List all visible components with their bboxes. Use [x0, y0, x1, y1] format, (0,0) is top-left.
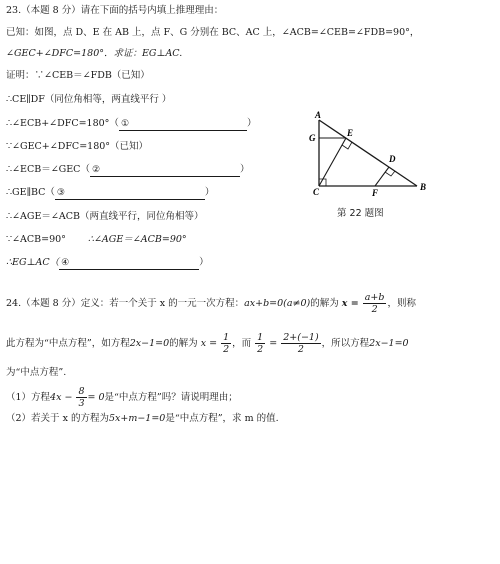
q24-line-1-text: 24.（本题 8 分）定义：若一个关于 x 的一元一次方程： [6, 298, 245, 309]
q24-fraction-half-2 [255, 332, 265, 355]
fraction-numerator: 8 [78, 386, 85, 397]
q24-part-2-eq: 5x+m−1=0 [108, 413, 166, 424]
q23-proof-5 [6, 163, 249, 177]
fraction-denominator: 2 [371, 304, 378, 315]
q24-part-1 [6, 386, 238, 409]
blank-2-number: ② [91, 165, 101, 175]
q24-example-equation-2: 2x−1=0 [369, 338, 409, 349]
point-label-E: E [347, 128, 354, 138]
q24-part-2-text: 是“中点方程”，求 m 的值. [165, 413, 279, 424]
q23-given-2: ∠GEC+∠DFC=180°．求证：EG⊥AC. [6, 48, 183, 59]
blank-1-number: ① [120, 119, 130, 129]
q24-line-2-text-d: ，而 [232, 338, 252, 349]
segment-AB [319, 120, 417, 186]
q23-proof-4: ∵∠GEC+∠DFC=180°（已知） [6, 141, 149, 152]
q23-proof-8 [6, 233, 187, 247]
q24-line-1-text-b: 的解为 [310, 298, 339, 309]
q24-line-2-x-equals: x = [200, 338, 218, 349]
q23-proof-2: ∴CE∥DF（同位角相等，两直线平行 ） [6, 94, 172, 105]
point-label-B: B [420, 182, 427, 192]
point-label-A: A [315, 110, 322, 120]
q23-proof-8a: ∵∠ACB=90° [6, 234, 66, 245]
q23-proof-6-text: ∴GE∥BC（ [6, 187, 55, 198]
q24-equation-general: ax+b=0(a≠0) [244, 298, 311, 309]
point-label-C: C [313, 187, 320, 197]
q23-given-1: 已知：如图，点 D、E 在 AB 上，点 F、G 分别在 BC、AC 上，∠ACB=∠CEB=∠FDB=90°， [6, 27, 420, 38]
q23-proof-3-text: ∴∠ECB+∠DFC=180°（ [6, 118, 119, 129]
q23-proof-3 [6, 117, 256, 131]
answer-blank-1[interactable] [119, 119, 247, 131]
q23-proof-5-text: ∴∠ECB＝∠GEC（ [6, 164, 90, 175]
point-label-G: G [309, 133, 316, 143]
fraction-denominator: 2 [223, 344, 230, 355]
q24-fraction-half-1 [221, 332, 231, 355]
q24-line-3: 为“中点方程”. [6, 367, 67, 378]
q23-proof-8b: ∴∠AGE＝∠ACB=90° [87, 234, 187, 245]
q24-part-1-text: 是“中点方程”吗？请说明理由； [104, 392, 238, 403]
q23-proof-1: 证明：∵∠CEB＝∠FDB（已知） [6, 70, 150, 81]
fraction-numerator: a+b [364, 292, 385, 303]
blank-4-number: ④ [61, 258, 70, 268]
fraction-numerator: 1 [257, 332, 264, 343]
q24-line-2-text: 此方程为“中点方程”，如方程 [6, 338, 130, 349]
fraction-denominator: 2 [297, 344, 304, 355]
q24-part-1-label: （1）方程 [6, 392, 51, 403]
q23-proof-9-close: ） [199, 257, 209, 268]
answer-blank-4[interactable] [59, 258, 199, 270]
q23-proof-7: ∴∠AGE＝∠ACB（两直线平行，同位角相等） [6, 211, 204, 222]
q24-line-1 [6, 292, 416, 315]
answer-blank-3[interactable] [55, 188, 205, 200]
q23-proof-9-text: ∴EG⊥AC（ [6, 257, 60, 268]
q24-part-2 [6, 412, 279, 426]
q23-proof-6 [6, 186, 214, 200]
q24-part-1-eq-b: = 0 [87, 392, 105, 403]
answer-blank-2[interactable] [90, 165, 240, 177]
fraction-numerator: 1 [223, 332, 230, 343]
q24-line-2-text-g: ，所以方程 [321, 338, 370, 349]
point-label-F: F [372, 188, 379, 198]
q24-line-2-equals: = [269, 338, 278, 349]
q23-proof-5-close: ） [239, 164, 250, 175]
q24-x-equals: x = [341, 298, 359, 309]
segment-FD [375, 167, 389, 186]
q24-fraction-midpoint [363, 292, 387, 315]
geometry-figure [305, 110, 445, 220]
q24-part-1-fraction [76, 386, 86, 409]
q24-line-2-text-b: 的解为 [169, 338, 198, 349]
q24-line-1-text-d: ，则称 [387, 298, 416, 309]
q23-proof-3-close: ） [246, 118, 257, 129]
q23-proof-9 [6, 256, 209, 270]
q24-part-2-label: （2）若关于 x 的方程为 [6, 413, 109, 424]
blank-3-number: ③ [56, 188, 65, 198]
right-angle-mark-D [385, 171, 395, 176]
point-label-D: D [389, 154, 396, 164]
fraction-denominator: 3 [78, 398, 85, 409]
q24-part-1-eq-a: 4x − [50, 392, 73, 403]
fraction-numerator: 2+(−1) [283, 332, 319, 343]
q23-header: 23.（本题 8 分）请在下面的括号内填上推理理由： [6, 5, 224, 16]
q23-proof-6-close: ） [204, 187, 215, 198]
figure-caption: 第 22 题图 [337, 208, 384, 219]
q24-fraction-check [281, 332, 320, 355]
q24-line-2 [6, 332, 409, 355]
fraction-denominator: 2 [257, 344, 264, 355]
q24-example-equation: 2x−1=0 [129, 338, 170, 349]
